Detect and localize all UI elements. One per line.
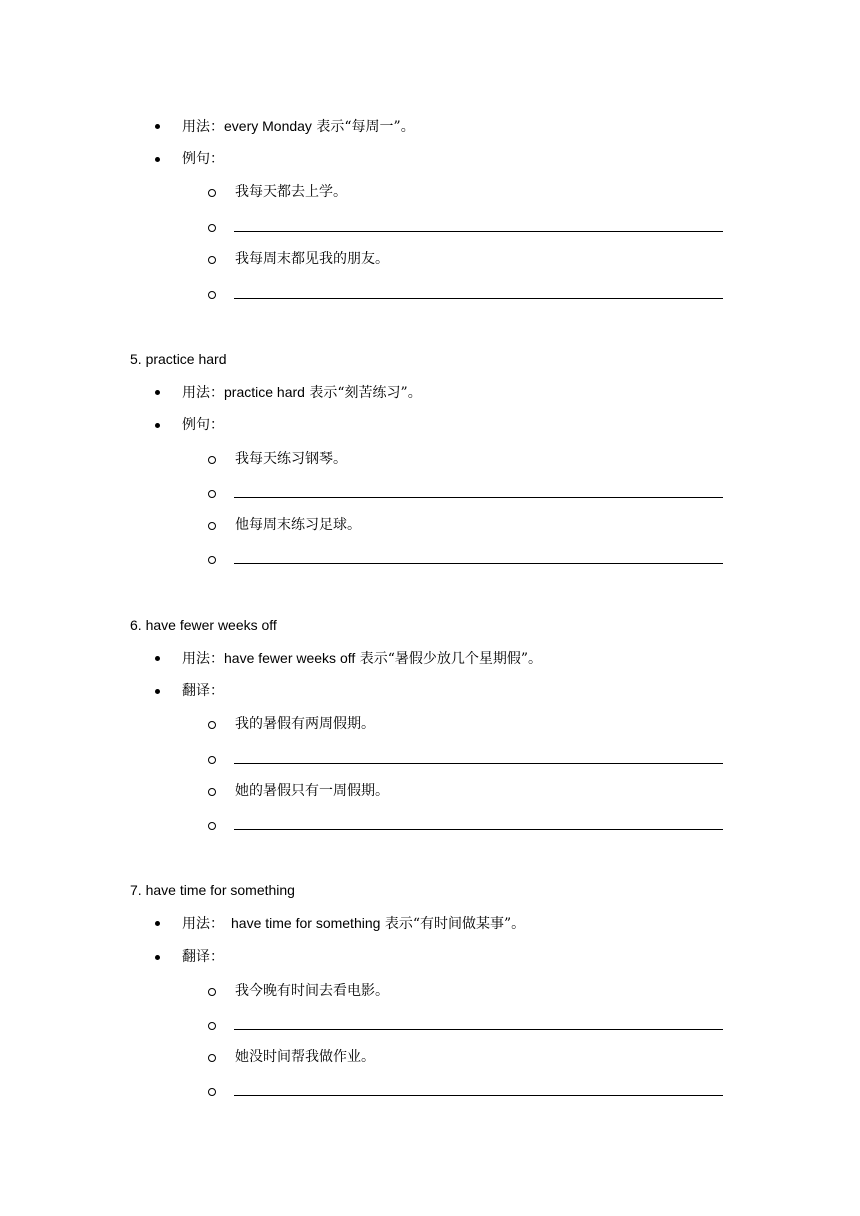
bullet-marker [155,157,160,162]
bullet-marker [155,921,160,926]
answer-line[interactable] [0,483,860,507]
bullet-marker [155,955,160,960]
circle-marker [208,256,216,264]
answer-blank[interactable] [234,231,723,232]
example-sentence: 她的暑假只有一周假期。 [235,783,389,799]
examples-label-line [0,149,860,173]
answer-blank[interactable] [234,1029,723,1030]
answer-line[interactable] [0,749,860,773]
answer-line[interactable] [0,217,860,241]
circle-marker [208,291,216,299]
usage-text: 用法：every Monday 表示“每周一”。 [182,118,415,135]
circle-marker [208,1022,216,1030]
section-heading [0,349,860,373]
example-sentence: 他每周末练习足球。 [235,517,361,533]
example-item [0,781,860,805]
bullet-marker [155,423,160,428]
answer-blank[interactable] [234,298,723,299]
section-heading [0,615,860,639]
usage-line [0,116,860,140]
circle-marker [208,1054,216,1062]
circle-marker [208,556,216,564]
section-title: 7. have time for something [130,882,295,898]
example-sentence: 我今晚有时间去看电影。 [235,983,389,999]
answer-line[interactable] [0,549,860,573]
section-heading [0,880,860,904]
example-item [0,515,860,539]
usage-text: 用法：have fewer weeks off 表示“暑假少放几个星期假”。 [182,650,543,667]
circle-marker [208,721,216,729]
examples-label: 翻译： [182,683,224,699]
examples-label: 例句： [182,417,224,433]
circle-marker [208,522,216,530]
answer-blank[interactable] [234,763,723,764]
example-sentence: 我每天都去上学。 [235,184,347,200]
circle-marker [208,189,216,197]
circle-marker [208,456,216,464]
answer-blank[interactable] [234,829,723,830]
bullet-marker [155,656,160,661]
usage-line [0,913,860,937]
examples-label: 翻译： [182,949,224,965]
bullet-marker [155,689,160,694]
example-item [0,449,860,473]
circle-marker [208,490,216,498]
examples-label-line [0,681,860,705]
example-item [0,981,860,1005]
example-item [0,249,860,273]
bullet-marker [155,390,160,395]
answer-line[interactable] [0,284,860,308]
answer-line[interactable] [0,815,860,839]
circle-marker [208,1088,216,1096]
bullet-marker [155,124,160,129]
examples-label: 例句： [182,151,224,167]
answer-blank[interactable] [234,497,723,498]
examples-label-line [0,415,860,439]
example-sentence: 我每天练习钢琴。 [235,451,347,467]
circle-marker [208,756,216,764]
example-sentence: 我的暑假有两周假期。 [235,716,375,732]
answer-line[interactable] [0,1015,860,1039]
usage-text: 用法：practice hard 表示“刻苦练习”。 [182,384,422,401]
answer-blank[interactable] [234,1095,723,1096]
example-item [0,714,860,738]
usage-line [0,382,860,406]
section-title: 6. have fewer weeks off [130,617,277,633]
circle-marker [208,788,216,796]
answer-blank[interactable] [234,563,723,564]
usage-line [0,648,860,672]
usage-text: 用法： have time for something 表示“有时间做某事”。 [182,915,526,932]
circle-marker [208,822,216,830]
example-item [0,1047,860,1071]
circle-marker [208,988,216,996]
example-item [0,182,860,206]
section-title: 5. practice hard [130,351,227,367]
circle-marker [208,224,216,232]
examples-label-line [0,947,860,971]
example-sentence: 我每周末都见我的朋友。 [235,251,389,267]
answer-line[interactable] [0,1081,860,1105]
example-sentence: 她没时间帮我做作业。 [235,1049,375,1065]
